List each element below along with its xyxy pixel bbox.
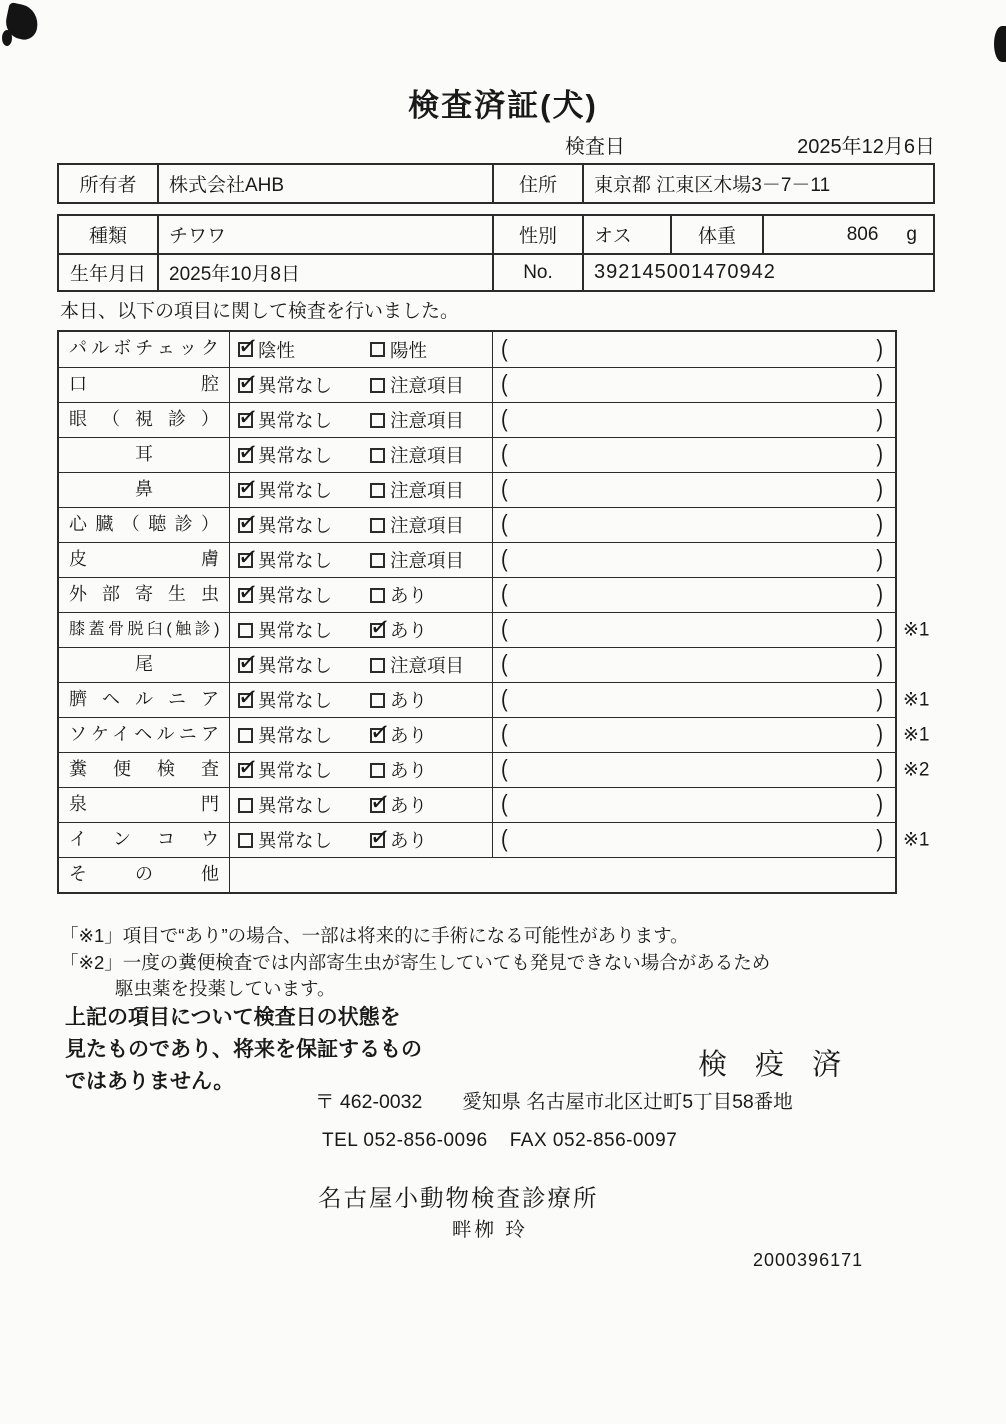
check-mark-icon: ✓: [236, 542, 260, 572]
option-label: 異常なし: [258, 725, 333, 746]
check-mark-icon: ✓: [368, 612, 392, 642]
option-label: 異常なし: [258, 410, 333, 431]
inspection-row: [59, 822, 930, 857]
inspection-item-label: 皮膚: [59, 543, 230, 577]
inspection-row: [59, 752, 930, 787]
inspection-options: [230, 858, 492, 892]
option-label: 異常なし: [258, 760, 333, 781]
option-primary: [236, 577, 370, 608]
inspection-options: [230, 613, 492, 647]
paren-close: ): [876, 441, 883, 468]
clinic-contact-line: [322, 1130, 677, 1152]
breed-label: 種類: [88, 226, 127, 247]
option-secondary: [370, 582, 427, 608]
inspection-options: [230, 578, 492, 612]
check-mark-icon: ✓: [236, 472, 260, 502]
footnote-2: 「※2」一度の糞便検査では内部寄生虫が寄生していても発見できない場合があるため: [60, 951, 771, 973]
option-primary: [236, 367, 370, 398]
remark-field: [492, 438, 895, 472]
option-primary: [236, 647, 370, 678]
check-mark-icon: ✓: [368, 717, 392, 747]
option-label: 異常なし: [258, 515, 333, 536]
breed-value: チワワ: [157, 216, 492, 253]
remark-field: [492, 683, 895, 717]
birthdate-value: 2025年10月8日: [157, 255, 492, 290]
tel-number: TEL 052-856-0096: [322, 1130, 488, 1151]
inspection-options: [230, 543, 492, 577]
checkbox[interactable]: [370, 413, 385, 428]
paren-close: ): [876, 371, 883, 398]
inspection-options: [230, 368, 492, 402]
paren-open: (: [501, 441, 508, 468]
remark-field: [492, 718, 895, 752]
option-primary: [238, 722, 370, 748]
inspection-row: [59, 647, 895, 682]
inspection-item-label: 膝蓋骨脱臼(触診): [59, 613, 230, 647]
owner-value: 株式会社AHB: [157, 165, 492, 202]
page-title: 検査済証(犬): [408, 88, 598, 123]
inspection-table: [57, 330, 930, 894]
clinic-address-line: [315, 1086, 793, 1114]
inspection-item-label: その他: [59, 858, 230, 892]
option-label: 異常なし: [258, 690, 333, 711]
option-secondary: [370, 757, 427, 783]
option-secondary: [370, 477, 464, 503]
footnotes: [60, 923, 770, 1003]
option-label: 異常なし: [258, 375, 333, 396]
option-secondary: [370, 407, 464, 433]
paren-close: ): [876, 651, 883, 678]
paren-open: (: [501, 371, 508, 398]
inspection-row: [59, 402, 895, 437]
check-mark-icon: ✓: [236, 437, 260, 467]
checkbox[interactable]: [236, 752, 260, 782]
option-label: あり: [390, 760, 428, 781]
reference-mark: ※1: [903, 619, 930, 641]
paren-open: (: [501, 756, 508, 783]
checkbox[interactable]: [236, 682, 260, 712]
option-label: 注意項目: [390, 375, 465, 396]
inspection-date-row: [565, 130, 935, 159]
birthdate-label: 生年月日: [69, 264, 146, 285]
quarantine-passed-stamp: 検 疫 済: [698, 1049, 852, 1081]
option-primary: [238, 827, 370, 853]
remark-field: [492, 648, 895, 682]
scan-artifact: [2, 30, 12, 46]
inspection-row: [59, 507, 895, 542]
check-mark-icon: ✓: [368, 787, 392, 817]
checkbox[interactable]: [236, 402, 260, 432]
option-label: 異常なし: [258, 480, 333, 501]
animal-info-table: [57, 214, 935, 292]
paren-close: ): [876, 335, 883, 363]
clinic-name: 名古屋小動物検査診療所: [318, 1185, 599, 1211]
checkbox[interactable]: [368, 612, 392, 642]
checkbox[interactable]: [236, 542, 260, 572]
option-primary: [238, 617, 370, 643]
inspection-item-label: 外部寄生虫: [59, 578, 230, 612]
option-primary: [236, 507, 370, 538]
reference-mark: ※2: [903, 759, 930, 781]
paren-close: ): [876, 721, 883, 748]
checkbox[interactable]: [236, 472, 260, 502]
inspection-options: [230, 403, 492, 437]
document-serial-number: 2000396171: [753, 1250, 864, 1270]
inspection-row: [59, 367, 895, 402]
option-label: 注意項目: [390, 445, 465, 466]
paren-close: ): [876, 756, 883, 783]
paren-open: (: [501, 651, 508, 678]
checkbox[interactable]: [236, 367, 260, 397]
checkbox[interactable]: [370, 763, 385, 778]
footnote-3: 駆虫薬を投薬しています。: [115, 978, 336, 999]
weight-value: 806: [846, 223, 879, 245]
checkbox[interactable]: [238, 623, 253, 638]
checkbox[interactable]: [368, 717, 392, 747]
check-mark-icon: ✓: [236, 331, 260, 362]
checkbox[interactable]: [370, 553, 385, 568]
paren-open: (: [501, 546, 508, 573]
paren-open: (: [501, 406, 508, 433]
remark-field: [492, 788, 895, 822]
option-primary: [236, 402, 370, 433]
remark-field: [492, 823, 895, 857]
remark-field: [492, 753, 895, 787]
checkbox[interactable]: [370, 658, 385, 673]
inspection-row: [59, 682, 930, 717]
option-label: あり: [390, 620, 428, 641]
inspection-options: [230, 683, 492, 717]
inspection-options: [230, 788, 492, 822]
paren-close: ): [876, 406, 883, 433]
option-label: あり: [390, 585, 428, 606]
option-secondary: [370, 547, 464, 573]
paren-open: (: [501, 826, 508, 853]
check-mark-icon: ✓: [236, 402, 260, 432]
inspection-item-label: パルボチェック: [59, 332, 230, 367]
option-primary: [236, 331, 370, 363]
disclaimer-line-2: 見たものであり、将来を保証するもの: [65, 1038, 422, 1061]
inspection-row: [59, 542, 895, 577]
inspection-row: [59, 717, 930, 752]
weight-unit: g: [906, 223, 917, 245]
paren-close: ): [876, 546, 883, 573]
remark-field: [492, 473, 895, 507]
inspection-row: [59, 577, 895, 612]
disclaimer-line-1: 上記の項目について検査日の状態を: [65, 1006, 401, 1029]
paren-close: ): [876, 686, 883, 713]
inspection-item-label: 鼻: [59, 473, 230, 507]
owner-label: 所有者: [79, 175, 137, 196]
postal-code: 〒 462-0032: [315, 1091, 423, 1113]
remark-field: [492, 368, 895, 402]
checkbox[interactable]: [236, 331, 260, 362]
inspection-item-label: インコウ: [59, 823, 230, 857]
inspection-row: [59, 787, 895, 822]
scan-artifact: [994, 26, 1006, 62]
option-primary: [236, 472, 370, 503]
inspection-options: [230, 438, 492, 472]
inspection-item-label: 眼（視診）: [59, 403, 230, 437]
remark-field: [492, 403, 895, 437]
inspection-row: [59, 472, 895, 507]
option-primary: [236, 752, 370, 783]
option-label: 注意項目: [390, 480, 465, 501]
inspection-options: [230, 473, 492, 507]
option-label: 陰性: [258, 339, 296, 361]
option-label: あり: [390, 725, 428, 746]
fax-number: FAX 052-856-0097: [509, 1130, 678, 1151]
inspection-options: [230, 648, 492, 682]
breed-row: [59, 216, 933, 253]
option-label: あり: [390, 830, 428, 851]
inspection-options: [230, 823, 492, 857]
option-secondary: [368, 822, 428, 853]
inspection-item-label: 尾: [59, 648, 230, 682]
paren-open: (: [501, 581, 508, 608]
inspection-options: [230, 753, 492, 787]
option-secondary: [370, 652, 464, 678]
option-secondary: [368, 612, 428, 643]
disclaimer-text: [65, 1002, 422, 1098]
paren-open: (: [501, 511, 508, 538]
inspection-item-label: 口腔: [59, 368, 230, 402]
inspection-row: [59, 612, 930, 647]
option-primary: [236, 437, 370, 468]
option-primary: [238, 792, 370, 818]
inspection-row: [59, 332, 895, 367]
checkbox[interactable]: [370, 693, 385, 708]
checkbox[interactable]: [238, 833, 253, 848]
option-label: あり: [390, 690, 428, 711]
paren-open: (: [501, 721, 508, 748]
option-secondary: [370, 512, 464, 538]
option-primary: [236, 542, 370, 573]
inspection-options: [230, 332, 492, 367]
checkbox[interactable]: [236, 507, 260, 537]
address-label: 住所: [492, 165, 582, 202]
option-label: 異常なし: [258, 655, 333, 676]
paren-open: (: [501, 335, 508, 363]
option-secondary: [370, 687, 427, 713]
checkbox[interactable]: [370, 448, 385, 463]
paren-open: (: [501, 686, 508, 713]
intro-text: 本日、以下の項目に関して検査を行いました。: [60, 301, 460, 322]
check-mark-icon: ✓: [236, 577, 260, 607]
checkbox[interactable]: [368, 822, 392, 852]
checkbox[interactable]: [238, 798, 253, 813]
checkbox[interactable]: [370, 518, 385, 533]
weight-value-cell: [762, 216, 933, 253]
owner-row: [59, 165, 933, 202]
inspection-options: [230, 718, 492, 752]
option-label: 注意項目: [390, 515, 465, 536]
option-label: 異常なし: [258, 830, 333, 851]
remark-field: [492, 613, 895, 647]
option-label: 異常なし: [258, 795, 333, 816]
checkbox[interactable]: [370, 588, 385, 603]
inspection-date-value: 2025年12月6日: [797, 136, 935, 158]
option-label: 異常なし: [258, 585, 333, 606]
check-mark-icon: ✓: [236, 682, 260, 712]
disclaimer-line-3: ではありません。: [65, 1070, 235, 1093]
option-label: あり: [390, 795, 428, 816]
check-mark-icon: ✓: [236, 647, 260, 677]
inspection-options: [230, 508, 492, 542]
inspection-row: [59, 437, 895, 472]
checkbox[interactable]: [236, 437, 260, 467]
weight-label: 体重: [670, 216, 762, 253]
reference-mark: ※1: [903, 724, 930, 746]
option-secondary: [368, 717, 428, 748]
birth-row: [59, 253, 933, 290]
remark-field: [492, 508, 895, 542]
inspection-row: [59, 857, 895, 892]
paren-open: (: [501, 476, 508, 503]
inspection-item-label: 耳: [59, 438, 230, 472]
checkbox[interactable]: [370, 378, 385, 393]
option-label: 異常なし: [258, 550, 333, 571]
option-label: 異常なし: [258, 620, 333, 641]
paren-open: (: [501, 616, 508, 643]
paren-close: ): [876, 511, 883, 538]
option-label: 陽性: [390, 339, 428, 361]
option-label: 注意項目: [390, 410, 465, 431]
certificate-no-label: No.: [492, 255, 582, 290]
option-secondary: [370, 337, 427, 363]
option-primary: [236, 682, 370, 713]
remark-field: [492, 578, 895, 612]
footnote-1: 「※1」項目で“あり”の場合、一部は将来的に手術になる可能性があります。: [60, 925, 689, 946]
reference-mark: ※1: [903, 689, 930, 711]
paren-close: ): [876, 791, 883, 818]
veterinarian-name: 畔栁 玲: [452, 1219, 528, 1241]
checkbox[interactable]: [236, 577, 260, 607]
inspection-item-label: 臍ヘルニア: [59, 683, 230, 717]
check-mark-icon: ✓: [236, 752, 260, 782]
clinic-address-text: 愛知県 名古屋市北区辻町5丁目58番地: [462, 1091, 793, 1113]
checkbox[interactable]: [368, 787, 392, 817]
inspection-item-label: 糞便検査: [59, 753, 230, 787]
option-label: 注意項目: [390, 655, 465, 676]
certificate-no-value: 392145001470942: [582, 255, 933, 290]
option-label: 注意項目: [390, 550, 465, 571]
owner-info-table: [57, 163, 935, 204]
sex-value: オス: [582, 216, 670, 253]
paren-close: ): [876, 826, 883, 853]
option-secondary: [370, 442, 464, 468]
inspection-date-label: 検査日: [565, 136, 625, 158]
checkbox[interactable]: [236, 647, 260, 677]
inspection-item-label: 泉門: [59, 788, 230, 822]
remark-field: [492, 332, 895, 367]
check-mark-icon: ✓: [368, 822, 392, 852]
option-label: 異常なし: [258, 445, 333, 466]
reference-mark: ※1: [903, 829, 930, 851]
inspection-item-label: 心臓（聴診）: [59, 508, 230, 542]
checkbox[interactable]: [370, 342, 385, 357]
paren-close: ): [876, 581, 883, 608]
option-secondary: [370, 372, 464, 398]
address-value: 東京都 江東区木場3－7－11: [582, 165, 933, 202]
checkbox[interactable]: [238, 728, 253, 743]
inspection-item-label: ソケイヘルニア: [59, 718, 230, 752]
check-mark-icon: ✓: [236, 367, 260, 397]
option-secondary: [368, 787, 428, 818]
sex-label: 性別: [492, 216, 582, 253]
remark-field: [492, 543, 895, 577]
paren-close: ): [876, 476, 883, 503]
checkbox[interactable]: [370, 483, 385, 498]
check-mark-icon: ✓: [236, 507, 260, 537]
paren-close: ): [876, 616, 883, 643]
paren-open: (: [501, 791, 508, 818]
